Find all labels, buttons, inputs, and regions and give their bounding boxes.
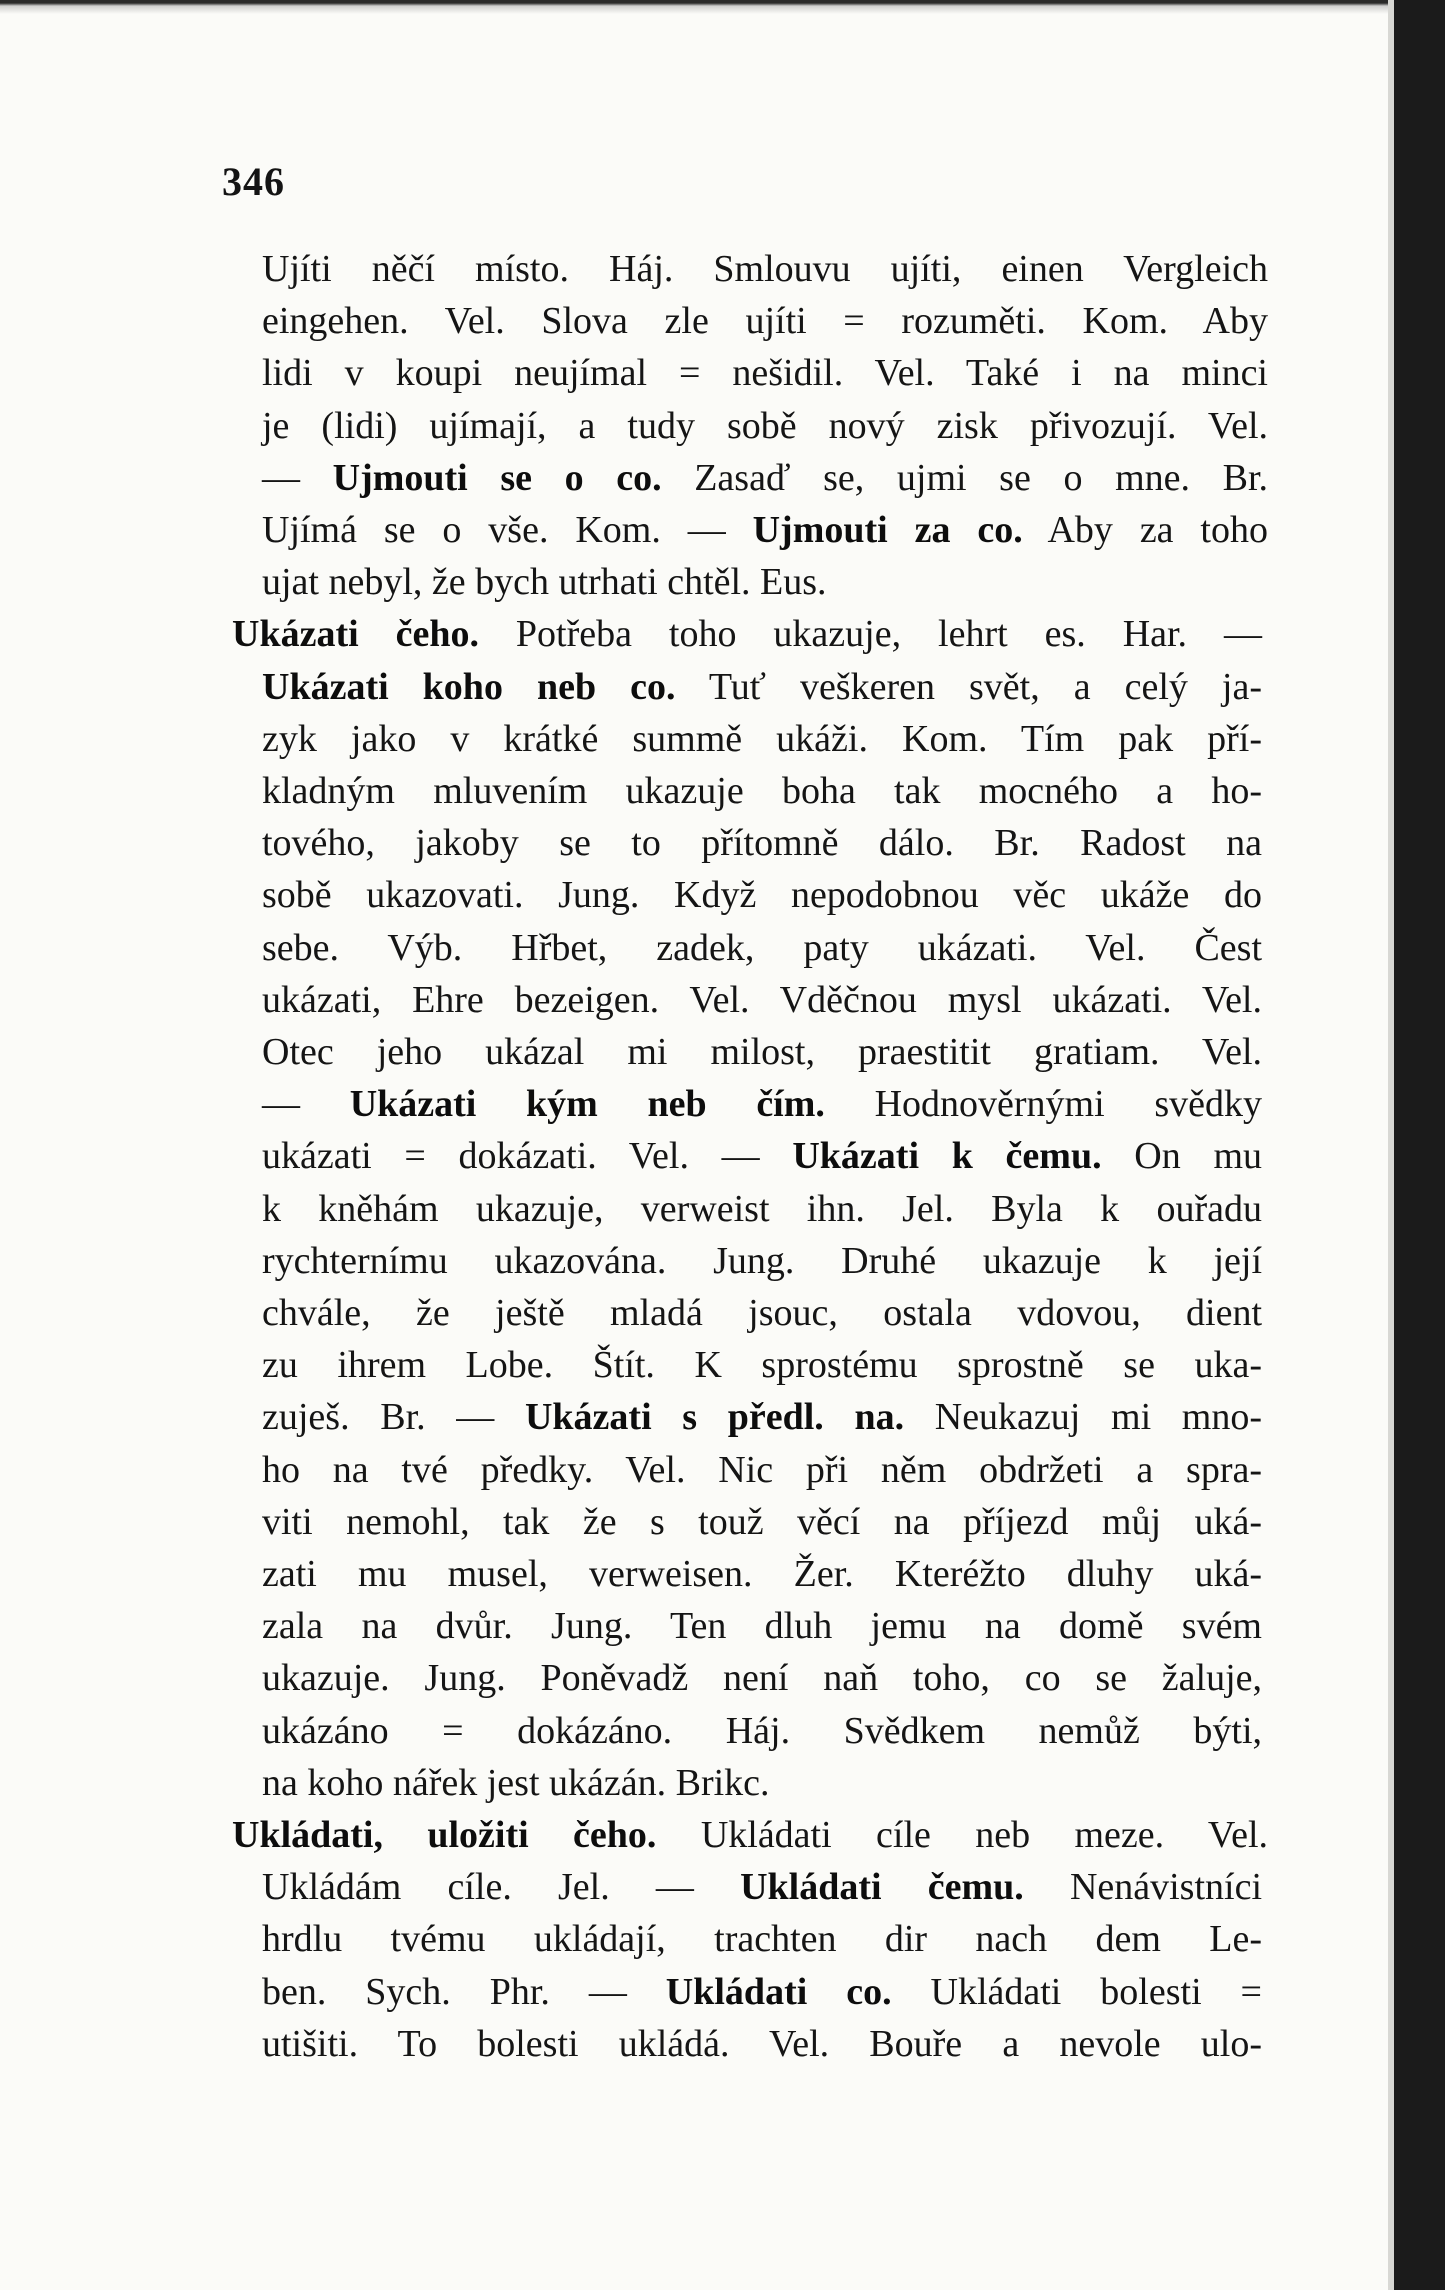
text-run: zu ihrem Lobe. Štít. K sprostému sprostně se uka- xyxy=(262,1344,1262,1387)
text-run: ho na tvé předky. Vel. Nic při něm obdržeti a spra- xyxy=(262,1448,1262,1491)
text-line xyxy=(262,1966,1262,2018)
text-line xyxy=(262,452,1268,504)
text-run: — xyxy=(262,1083,350,1126)
text-run: sobě ukazovati. Jung. Když nepodobnou věc ukáže do xyxy=(262,874,1262,917)
text-run: zuješ. Br. — xyxy=(262,1396,525,1439)
text-run: Zasaď se, ujmi se o mne. Br. xyxy=(661,456,1269,499)
text-line xyxy=(262,347,1268,399)
text-line xyxy=(262,1130,1262,1182)
text-line xyxy=(262,1339,1262,1391)
text-line xyxy=(262,1444,1262,1496)
text-run: On mu xyxy=(1101,1135,1263,1178)
text-run: zati mu musel, verweisen. Žer. Kteréžto dluhy uká- xyxy=(262,1553,1262,1595)
text-run: na koho nářek jest ukázán. Brikc. xyxy=(262,1761,770,1804)
text-line xyxy=(232,1809,1268,1861)
text-line xyxy=(262,869,1262,921)
text-line xyxy=(262,922,1262,974)
headword: Ukázati koho neb co. xyxy=(262,665,676,708)
page-number: 346 xyxy=(222,159,285,204)
text-run: zyk jako v krátké summě ukáži. Kom. Tím pak pří- xyxy=(262,717,1262,760)
headword: Ukládati čemu. xyxy=(740,1866,1024,1909)
headword: Ukládati co. xyxy=(665,1970,892,2013)
text-run: Ujíti něčí místo. Háj. Smlouvu ujíti, einen Vergleich xyxy=(262,248,1268,290)
text-line xyxy=(262,765,1262,817)
text-run: kladným mluvením ukazuje boha tak mocného a ho- xyxy=(262,770,1262,812)
headword: Ujmouti za co. xyxy=(752,509,1023,551)
text-run: rychternímu ukazována. Jung. Druhé ukazuje k její xyxy=(262,1239,1262,1282)
text-line xyxy=(262,1913,1262,1965)
text-line xyxy=(262,295,1268,347)
text-run: ukázati = dokázati. Vel. — xyxy=(262,1135,793,1178)
text-run: ujat nebyl, že bych utrhati chtěl. Eus. xyxy=(262,561,827,604)
text-run: Potřeba toho ukazuje, lehrt es. Har. — xyxy=(478,613,1262,656)
text-line xyxy=(262,504,1268,556)
text-run: chvále, že ještě mladá jsouc, ostala vdovou, dient xyxy=(262,1292,1262,1334)
text-run: Ukládati cíle neb meze. Vel. xyxy=(656,1814,1268,1856)
text-run: lidi v koupi neujímal = nešidil. Vel. Také i na minci xyxy=(262,352,1268,395)
headword: Ukázati čeho. xyxy=(232,613,479,656)
text-line xyxy=(262,817,1262,869)
text-run: Ukládati bolesti = xyxy=(891,1970,1262,2013)
text-run: ukázáno = dokázáno. Háj. Svědkem nemůž býti, xyxy=(262,1709,1262,1752)
text-run: sebe. Výb. Hřbet, zadek, paty ukázati. Vel. Čest xyxy=(262,926,1262,969)
page-top-edge xyxy=(0,0,1388,14)
text-line xyxy=(262,400,1268,452)
book-spine xyxy=(1388,0,1394,2290)
text-line xyxy=(262,661,1262,713)
text-line xyxy=(262,1600,1262,1652)
text-run: Ujímá se o vše. Kom. — xyxy=(262,509,753,551)
text-run: hrdlu tvému ukládají, trachten dir nach dem Le- xyxy=(262,1918,1262,1961)
text-line xyxy=(262,243,1268,295)
text-run: tového, jakoby se to přítomně dálo. Br. Radost na xyxy=(262,822,1262,865)
text-run: utišiti. To bolesti ukládá. Vel. Bouře a nevole ulo- xyxy=(262,2022,1262,2065)
text-line xyxy=(262,1861,1262,1913)
text-line xyxy=(262,1026,1262,1078)
headword: Ukládati, uložiti čeho. xyxy=(232,1814,657,1856)
text-line xyxy=(262,1183,1262,1235)
text-run: Tuť veškeren svět, a celý ja- xyxy=(675,665,1263,708)
text-line xyxy=(262,1078,1262,1130)
headword: Ukázati kým neb čím. xyxy=(349,1083,825,1126)
text-line xyxy=(262,1652,1262,1704)
text-line xyxy=(262,1287,1262,1339)
headword: Ujmouti se o co. xyxy=(332,456,662,499)
text-run: — xyxy=(262,456,333,499)
text-run: Ukládám cíle. Jel. — xyxy=(262,1866,741,1909)
text-run: Aby za toho xyxy=(1022,509,1268,551)
text-line xyxy=(262,713,1262,765)
text-run: Nenávistníci xyxy=(1023,1866,1263,1909)
text-line xyxy=(232,608,1262,660)
text-line xyxy=(262,1235,1262,1287)
headword: Ukázati s předl. na. xyxy=(524,1396,905,1439)
text-line xyxy=(262,1496,1262,1548)
text-run: zala na dvůr. Jung. Ten dluh jemu na domě svém xyxy=(262,1605,1262,1648)
text-line xyxy=(262,1548,1262,1600)
text-run: ben. Sych. Phr. — xyxy=(262,1970,666,2013)
text-line xyxy=(262,1705,1262,1757)
text-line xyxy=(262,974,1262,1026)
text-run: eingehen. Vel. Slova zle ujíti = rozuměti. Kom. Aby xyxy=(262,300,1268,343)
text-run: Hodnověrnými svědky xyxy=(824,1083,1263,1126)
text-line xyxy=(262,1757,1262,1809)
text-line xyxy=(262,556,1268,608)
text-run: k kněhám ukazuje, verweist ihn. Jel. Byla k ouřadu xyxy=(262,1187,1262,1230)
text-run: ukázati, Ehre bezeigen. Vel. Vděčnou mysl ukázati. Vel. xyxy=(262,978,1262,1021)
text-run: ukazuje. Jung. Poněvadž není naň toho, co se žaluje, xyxy=(262,1657,1262,1700)
text-run: Otec jeho ukázal mi milost, praestitit gratiam. Vel. xyxy=(262,1031,1262,1073)
text-line xyxy=(262,2018,1262,2070)
text-run: viti nemohl, tak že s touž věcí na příjezd můj uká- xyxy=(262,1500,1262,1543)
text-line xyxy=(262,1391,1262,1443)
text-run: Neukazuj mi mno- xyxy=(904,1396,1262,1439)
headword: Ukázati k čemu. xyxy=(792,1135,1102,1178)
text-run: je (lidi) ujímají, a tudy sobě nový zisk přivozují. Vel. xyxy=(262,404,1268,447)
